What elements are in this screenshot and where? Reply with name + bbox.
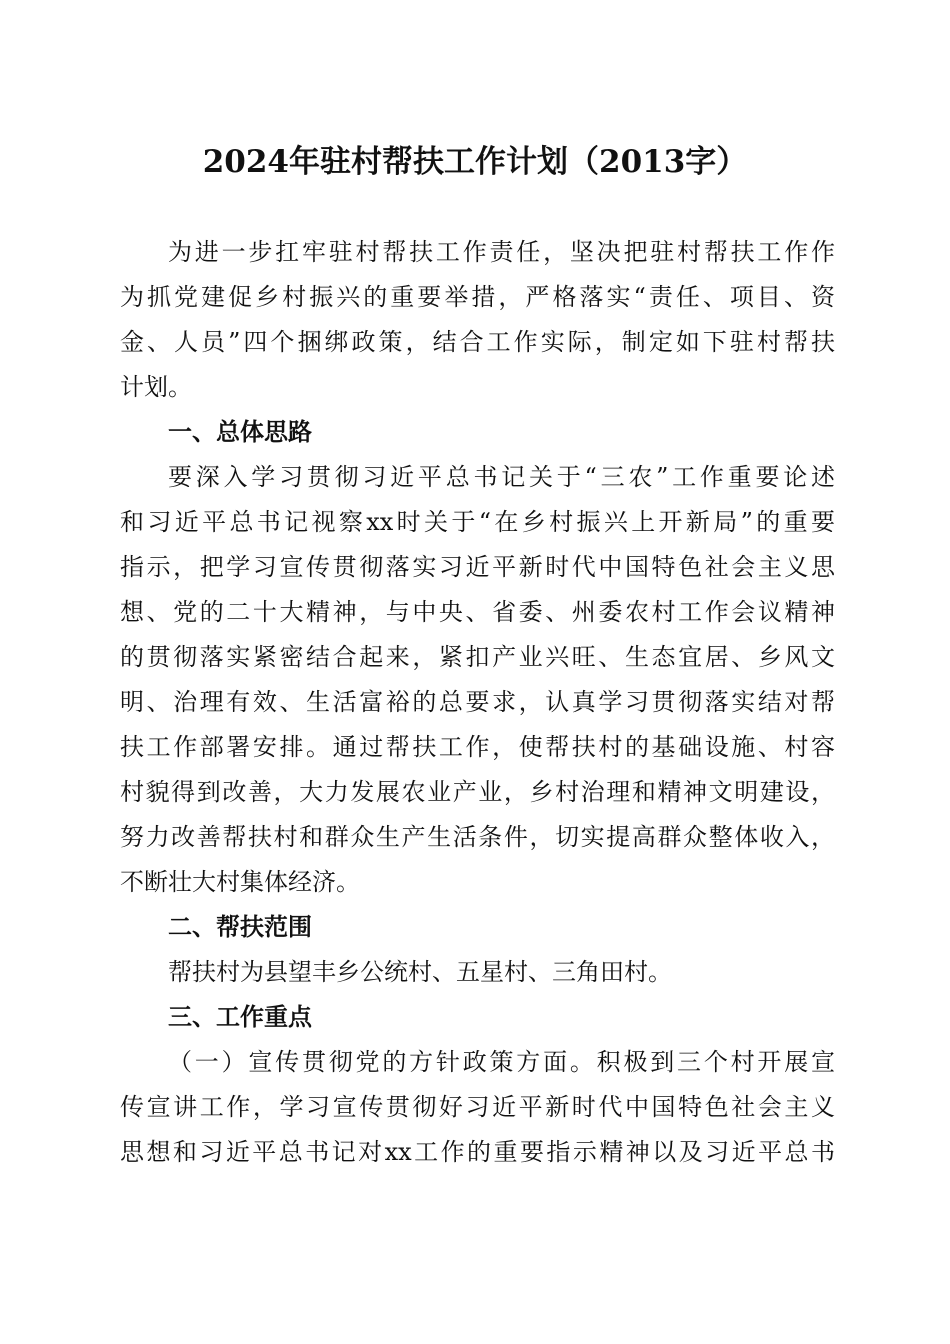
section-heading: 三、工作重点 bbox=[168, 1002, 312, 1031]
paragraph-line: 的贯彻落实紧密结合起来，紧扣产业兴旺、生态宜居、乡风文 bbox=[120, 643, 835, 671]
paragraph-line: 指示，把学习宣传贯彻落实习近平新时代中国特色社会主义思 bbox=[120, 553, 835, 581]
paragraph-line: 扶工作部署安排。通过帮扶工作，使帮扶村的基础设施、村容 bbox=[120, 733, 835, 761]
paragraph-line: 村貌得到改善，大力发展农业产业，乡村治理和精神文明建设， bbox=[120, 778, 835, 806]
paragraph-line: 明、治理有效、生活富裕的总要求，认真学习贯彻落实结对帮 bbox=[120, 688, 835, 716]
paragraph-line: 金、人员”四个捆绑政策，结合工作实际，制定如下驻村帮扶 bbox=[120, 328, 835, 356]
paragraph-line: 思想和习近平总书记对xx工作的重要指示精神以及习近平总书 bbox=[120, 1138, 835, 1166]
paragraph-line: 为抓党建促乡村振兴的重要举措，严格落实“责任、项目、资 bbox=[120, 283, 835, 311]
paragraph-line: 想、党的二十大精神，与中央、省委、州委农村工作会议精神 bbox=[120, 598, 835, 626]
document-title: 2024年驻村帮扶工作计划（2013字） bbox=[202, 144, 748, 180]
section-heading: 一、总体思路 bbox=[168, 417, 312, 446]
paragraph-line: 和习近平总书记视察xx时关于“在乡村振兴上开新局”的重要 bbox=[120, 508, 835, 536]
paragraph-line: 为进一步扛牢驻村帮扶工作责任，坚决把驻村帮扶工作作 bbox=[168, 238, 835, 266]
paragraph-line: （一）宣传贯彻党的方针政策方面。积极到三个村开展宣 bbox=[168, 1048, 835, 1076]
paragraph-line: 努力改善帮扶村和群众生产生活条件，切实提高群众整体收入， bbox=[120, 823, 835, 851]
paragraph-line: 传宣讲工作，学习宣传贯彻好习近平新时代中国特色社会主义 bbox=[120, 1093, 835, 1121]
paragraph-line: 要深入学习贯彻习近平总书记关于“三农”工作重要论述 bbox=[168, 463, 835, 491]
paragraph-line: 帮扶村为县望丰乡公统村、五星村、三角田村。 bbox=[168, 958, 672, 986]
paragraph-line: 计划。 bbox=[120, 373, 192, 401]
paragraph-line: 不断壮大村集体经济。 bbox=[120, 868, 360, 896]
section-heading: 二、帮扶范围 bbox=[168, 912, 312, 941]
